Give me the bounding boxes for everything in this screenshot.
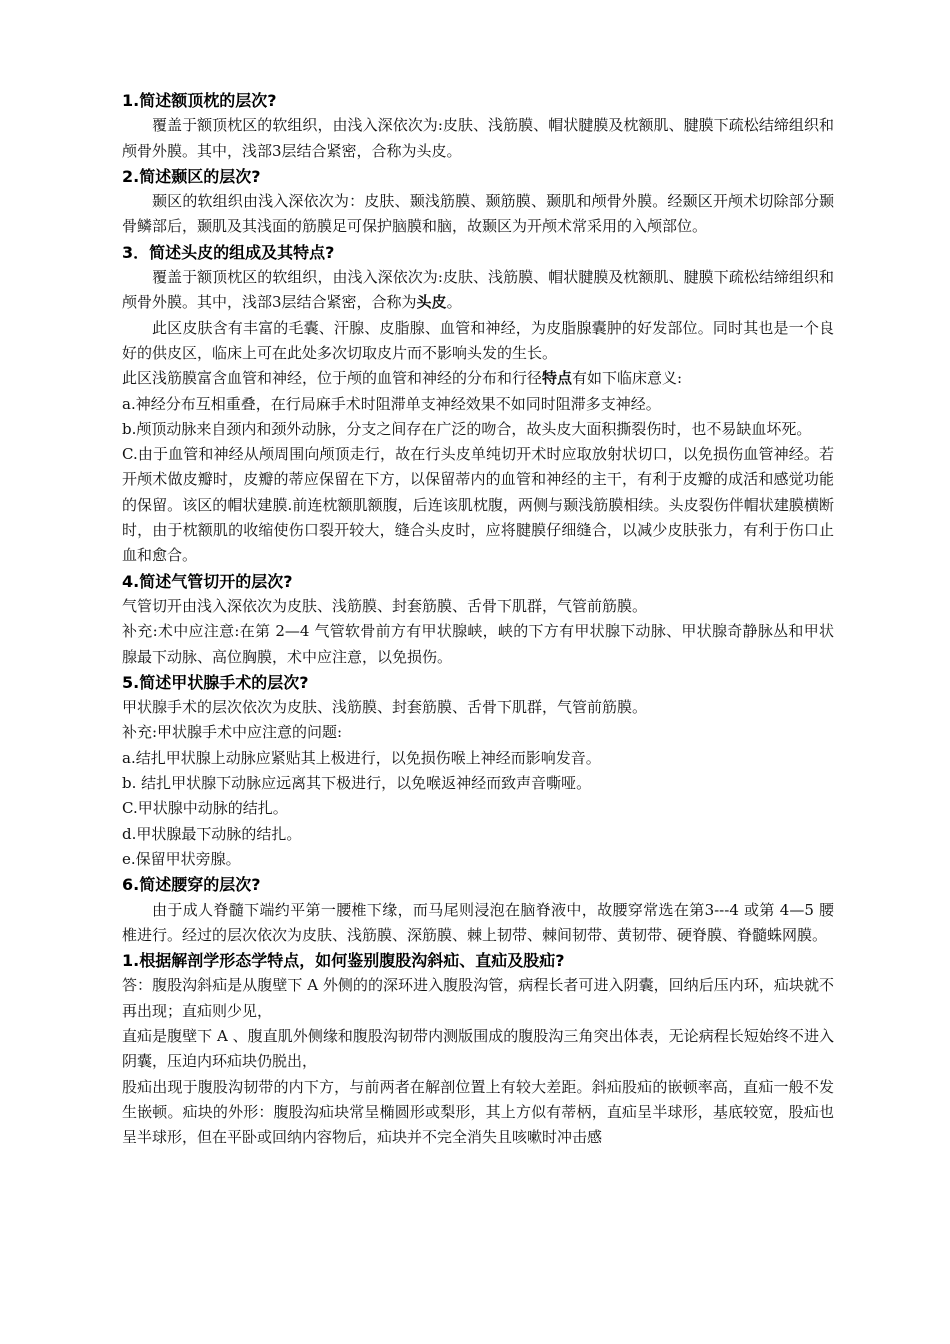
text-run: 此区浅筋膜富含血管和神经，位于颅的血管和神经的分布和行径	[122, 369, 543, 388]
list-item: a.神经分布互相重叠，在行局麻手术时阻滞单支神经效果不如同时阻滞多支神经。	[122, 394, 661, 413]
text-run: 。	[446, 293, 462, 312]
question-heading-3: 3．简述头皮的组成及其特点?	[122, 242, 335, 262]
list-item: C.甲状腺中动脉的结扎。	[122, 799, 288, 818]
question-heading-4: 4.简述气管切开的层次?	[122, 571, 293, 591]
answer-paragraph: 气管切开由浅入深依次为皮肤、浅筋膜、封套筋膜、舌骨下肌群，气管前筋膜。	[122, 596, 648, 615]
list-item: a.结扎甲状腺上动脉应紧贴其上极进行，以免损伤喉上神经而影响发音。	[122, 748, 601, 767]
answer-paragraph: 覆盖于额顶枕区的软组织，由浅入深依次为:皮肤、浅筋膜、帽状腱膜及枕额肌、腱膜下疏松结缔组织和颅骨外膜。其中，浅部3层结合紧密，合称为头皮。	[122, 116, 834, 160]
text-run: 覆盖于额顶枕区的软组织，由浅入深依次为:皮肤、浅筋膜、帽状腱膜及枕额肌、腱膜下疏松结缔组织和颅骨外膜。其中，浅部3层结合紧密，合称为	[122, 268, 834, 312]
bold-term: 头皮	[416, 293, 447, 312]
answer-paragraph: 颞区的软组织由浅入深依次为：皮肤、颞浅筋膜、颞筋膜、颞肌和颅骨外膜。经颞区开颅术切除部分颞骨鳞部后，颞肌及其浅面的筋膜足可保护脑膜和脑，故颞区为开颅术常采用的入颅部位。	[122, 192, 834, 236]
question-heading-7: 1.根据解剖学形态学特点，如何鉴别腹股沟斜疝、直疝及股疝?	[122, 951, 565, 971]
answer-paragraph: 直疝是腹壁下 A 、腹直肌外侧缘和腹股沟韧带内测版围成的腹股沟三角突出体表，无论病程长短始终不进入阴囊，压迫内环疝块仍脱出，	[122, 1026, 834, 1071]
question-heading-5: 5.简述甲状腺手术的层次?	[122, 672, 309, 692]
list-item: e.保留甲状旁腺。	[122, 849, 241, 868]
question-heading-2: 2.简述颞区的层次?	[122, 166, 261, 186]
answer-paragraph: 此区皮肤含有丰富的毛囊、汗腺、皮脂腺、血管和神经，为皮脂腺囊肿的好发部位。同时其也是一个良好的供皮区，临床上可在此处多次切取皮片而不影响头发的生长。	[122, 318, 834, 362]
answer-paragraph: 补充:术中应注意:在第 2—4 气管软骨前方有甲状腺峡，峡的下方有甲状腺下动脉、甲状腺奇静脉丛和甲状腺最下动脉、高位胸膜，术中应注意，以免损伤。	[122, 622, 834, 666]
list-item: b.颅顶动脉来自颈内和颈外动脉，分支之间存在广泛的吻合，故头皮大面积撕裂伤时，也不易缺血坏死。	[122, 419, 812, 438]
answer-paragraph: 由于成人脊髓下端约平第一腰椎下缘，而马尾则浸泡在脑脊液中，故腰穿常选在第3---4 或第 4—5 腰椎进行。经过的层次依次为皮肤、浅筋膜、深筋膜、棘上韧带、棘间韧带、黄韧带、硬脊膜、脊髓蛛网膜。	[122, 900, 834, 944]
answer-paragraph: 补充:甲状腺手术中应注意的问题:	[122, 723, 343, 742]
answer-paragraph: 答：腹股沟斜疝是从腹壁下 A 外侧的的深环进入腹股沟管，病程长者可进入阴囊，回纳后压内环，疝块就不再出现；直疝则少见，	[122, 976, 834, 1020]
list-item: d.甲状腺最下动脉的结扎。	[122, 824, 302, 843]
answer-paragraph	[122, 366, 834, 391]
answer-paragraph	[122, 265, 834, 316]
list-item: b. 结扎甲状腺下动脉应远离其下极进行，以免喉返神经而致声音嘶哑。	[122, 774, 592, 793]
bold-term: 特点	[542, 369, 573, 388]
answer-paragraph: 甲状腺手术的层次依次为皮肤、浅筋膜、封套筋膜、舌骨下肌群，气管前筋膜。	[122, 698, 648, 717]
text-run: 有如下临床意义:	[572, 369, 683, 388]
list-item: C.由于血管和神经从颅周围向颅顶走行，故在行头皮单纯切开术时应取放射状切口，以免损伤血管神经。若开颅术做皮瓣时，皮瓣的蒂应保留在下方，以保留蒂内的血管和神经的主干，有利于皮瓣的成活和感觉功能的保留。该区的帽状建膜.前连枕额肌额腹，后连该肌枕腹，两侧与颞浅筋膜相续。头皮裂伤伴帽状建膜横断时，由于枕额肌的收缩使伤口裂开较大，缝合头皮时，应将腱膜仔细缝合，以减少皮肤张力，有利于伤口止血和愈合。	[122, 445, 834, 565]
answer-paragraph: 股疝出现于腹股沟韧带的内下方，与前两者在解剖位置上有较大差距。斜疝股疝的嵌顿率高，直疝一般不发生嵌顿。疝块的外形：腹股沟疝块常呈椭圆形或梨形，其上方似有蒂柄，直疝呈半球形，基底较宽，股疝也呈半球形，但在平卧或回纳内容物后，疝块并不完全消失且咳嗽时冲击感	[122, 1077, 834, 1147]
question-heading-6: 6.简述腰穿的层次?	[122, 875, 261, 895]
question-heading-1: 1.简述额顶枕的层次?	[122, 91, 277, 110]
document-page	[122, 88, 834, 1150]
